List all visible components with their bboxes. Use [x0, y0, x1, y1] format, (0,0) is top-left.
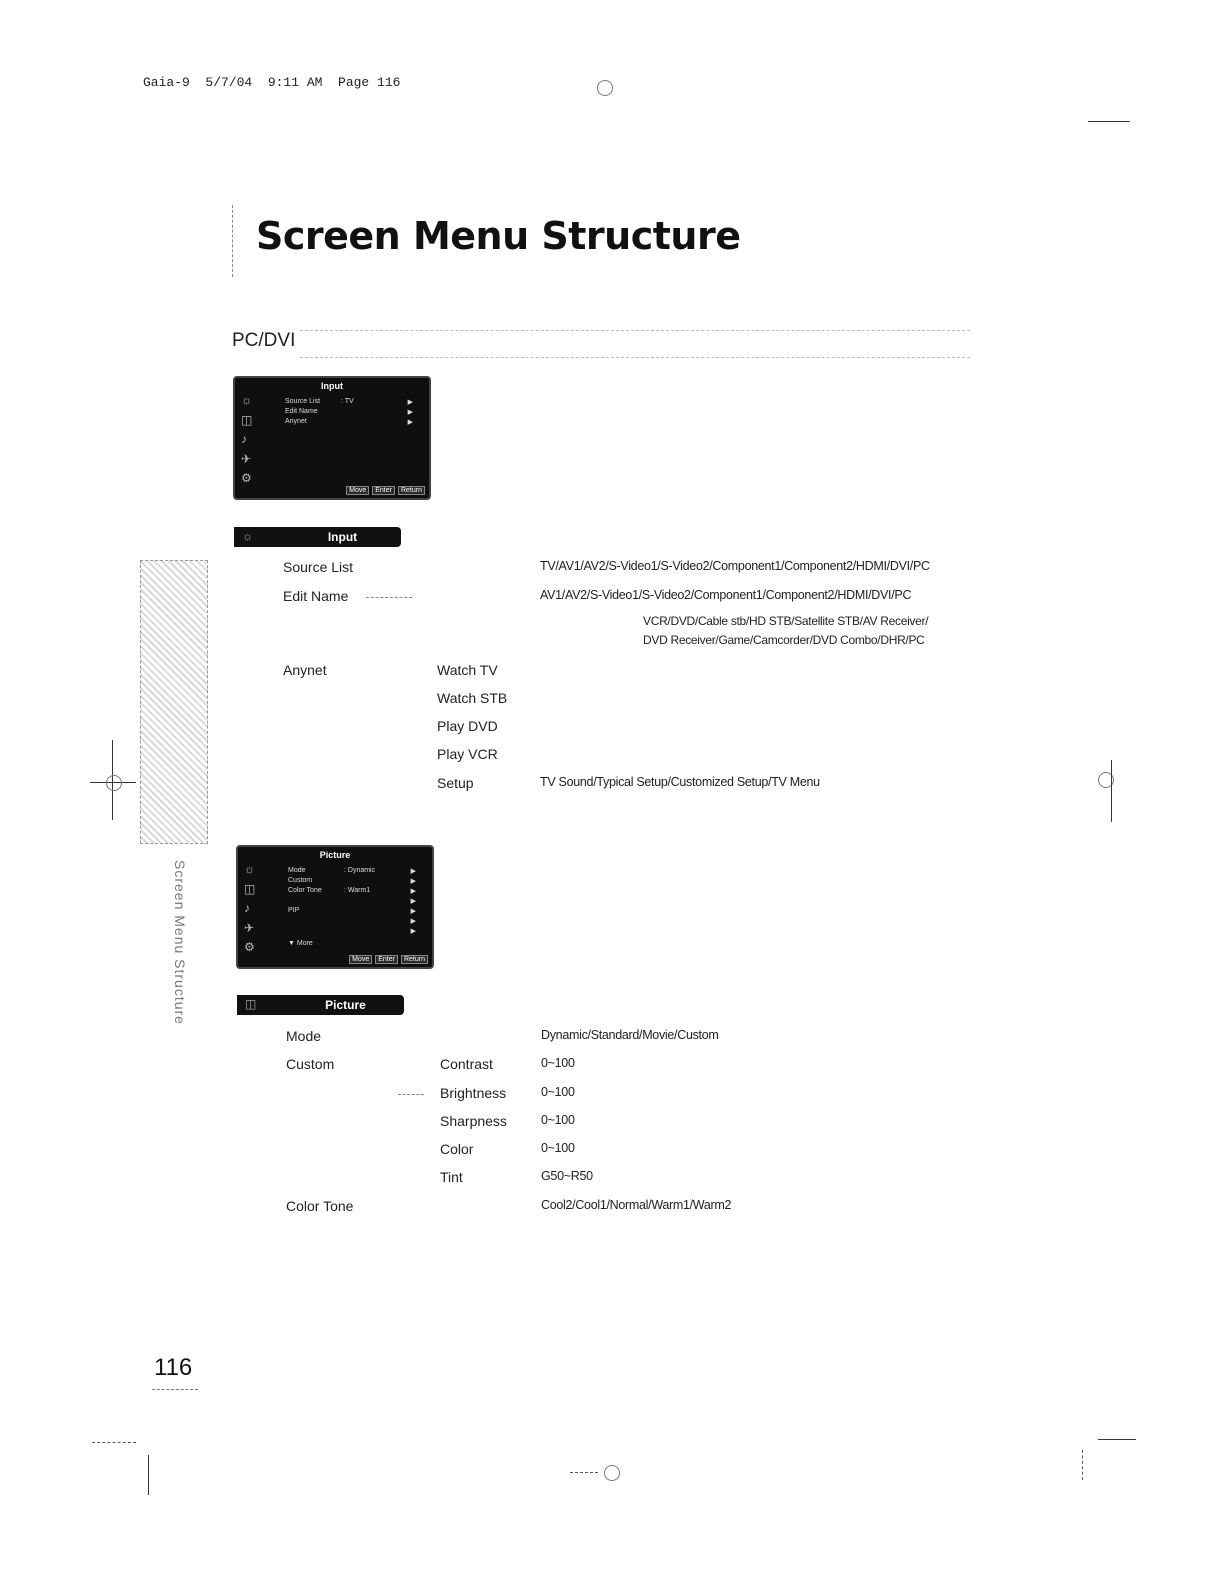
anynet-item-play-dvd: Play DVD: [437, 718, 498, 734]
custom-item-brightness: Brightness: [440, 1085, 507, 1101]
osd-more-label: ▼ More: [288, 940, 313, 947]
arrow-right-icon: ▶: [407, 409, 413, 416]
osd-row-value: [344, 907, 408, 916]
custom-range-contrast: 0~100: [541, 1056, 575, 1070]
anynet-item-play-vcr: Play VCR: [437, 746, 498, 762]
mode-label: Mode: [286, 1028, 322, 1044]
edit-name-devices-line1: VCR/DVD/Cable stb/HD STB/Satellite STB/AV Receiver/: [643, 614, 929, 628]
custom-range-tint: G50~R50: [541, 1169, 593, 1183]
edit-name-options: AV1/AV2/S-Video1/S-Video2/Component1/Component2/HDMI/DVI/PC: [540, 588, 912, 602]
osd-enter-key: Enter: [375, 955, 398, 964]
osd-row-blurred: [288, 927, 416, 936]
osd-more: [288, 940, 416, 949]
crop-mark: [1082, 1450, 1083, 1480]
arrow-right-icon: ▶: [407, 419, 413, 426]
osd-row-name: [288, 897, 344, 906]
osd-row-anynet: [285, 418, 413, 427]
arrow-right-icon: ▶: [410, 918, 416, 925]
osd-footer: [346, 486, 425, 495]
osd-row-name: Color Tone: [288, 887, 322, 894]
print-header: Gaia-9 5/7/04 9:11 AM Page 116: [143, 75, 401, 90]
arrow-right-icon: ▶: [410, 888, 416, 895]
osd-row-value: [344, 927, 408, 936]
page-number: 116: [154, 1354, 193, 1381]
sound-icon: ♪: [241, 432, 247, 446]
picture-icon: ◫: [244, 881, 256, 896]
custom-range-sharpness: 0~100: [541, 1113, 575, 1127]
input-osd-screenshot: [233, 376, 431, 500]
osd-row-color-tone: [288, 887, 416, 896]
crop-mark: [1111, 760, 1112, 822]
osd-footer: [349, 955, 428, 964]
osd-return-key: Return: [401, 955, 428, 964]
osd-row-value: [344, 877, 408, 886]
color-tone-options: Cool2/Cool1/Normal/Warm1/Warm2: [541, 1198, 732, 1212]
setup-icon: ⚙: [241, 471, 252, 485]
arrow-right-icon: ▶: [410, 878, 416, 885]
osd-row-name: Mode: [288, 867, 306, 874]
osd-row-name: [288, 917, 344, 926]
brightness-leader: [398, 1094, 424, 1095]
picture-osd-screenshot: [236, 845, 434, 969]
custom-item-contrast: Contrast: [440, 1056, 493, 1072]
crop-mark: [570, 1472, 598, 1473]
crop-mark: [1098, 1439, 1136, 1440]
osd-row-value: [341, 408, 405, 417]
osd-row-value: : TV: [341, 398, 354, 405]
registration-mark-icon: [106, 775, 122, 791]
osd-row-value: : Dynamic: [344, 867, 376, 874]
picture-menu-bar: [237, 995, 404, 1015]
color-tone-label: Color Tone: [286, 1198, 354, 1214]
osd-return-key: Return: [398, 486, 425, 495]
arrow-right-icon: ▶: [410, 928, 416, 935]
osd-move-key: Move: [346, 486, 369, 495]
section-divider: [300, 330, 970, 358]
input-icon: ☼: [241, 393, 252, 407]
source-list-label: Source List: [283, 559, 354, 575]
page-title: Screen Menu Structure: [256, 214, 741, 258]
osd-icon-column: [241, 394, 263, 484]
arrow-right-icon: ▶: [410, 868, 416, 875]
registration-mark-icon: [604, 1465, 620, 1481]
osd-move-key: Move: [349, 955, 372, 964]
osd-row-blurred: [288, 897, 416, 906]
picture-menu-title: Picture: [325, 998, 366, 1012]
osd-row-name: Edit Name: [285, 408, 318, 415]
osd-row-source-list: [285, 398, 413, 407]
osd-row-name: Anynet: [285, 418, 307, 425]
osd-row-value: [344, 917, 408, 926]
osd-row-value: : Warm1: [344, 887, 371, 894]
osd-row-value: [344, 897, 408, 906]
input-menu-bar: [234, 527, 401, 547]
arrow-right-icon: ▶: [407, 399, 413, 406]
mode-options: Dynamic/Standard/Movie/Custom: [541, 1028, 719, 1042]
sound-icon: ♪: [244, 901, 250, 915]
osd-row-blurred: [288, 917, 416, 926]
custom-label: Custom: [286, 1056, 335, 1072]
osd-row-name: [288, 927, 344, 936]
osd-row-name: PIP: [288, 907, 300, 914]
arrow-right-icon: ▶: [410, 908, 416, 915]
osd-row-edit-name: [285, 408, 413, 417]
setup-options: TV Sound/Typical Setup/Customized Setup/TV Menu: [540, 775, 820, 789]
anynet-label: Anynet: [283, 662, 327, 678]
crop-mark: [1088, 121, 1130, 122]
osd-row-pip: [288, 907, 416, 916]
picture-icon: ◫: [245, 997, 257, 1011]
anynet-item-watch-stb: Watch STB: [437, 690, 508, 706]
crop-mark: [92, 1442, 136, 1443]
osd-row-custom: [288, 877, 416, 886]
custom-range-color: 0~100: [541, 1141, 575, 1155]
setup-icon: ⚙: [244, 940, 255, 954]
side-tab-texture: [140, 560, 208, 844]
anynet-item-setup: Setup: [437, 775, 474, 791]
channel-icon: ✈: [241, 451, 252, 466]
page-number-rule: [152, 1389, 198, 1390]
osd-row-value: [341, 418, 405, 427]
osd-row-name: Source List: [285, 398, 321, 405]
edit-name-leader: [366, 597, 412, 598]
input-menu-title: Input: [327, 530, 358, 544]
input-icon: ☼: [244, 862, 255, 876]
picture-icon: ◫: [241, 412, 253, 427]
title-accent-bar: [232, 205, 236, 277]
registration-mark-icon: [597, 80, 613, 96]
custom-item-tint: Tint: [440, 1169, 463, 1185]
edit-name-label: Edit Name: [283, 588, 349, 604]
custom-item-sharpness: Sharpness: [440, 1113, 507, 1129]
osd-row-name: Custom: [288, 877, 313, 884]
anynet-item-watch-tv: Watch TV: [437, 662, 498, 678]
channel-icon: ✈: [244, 920, 255, 935]
osd-title: Picture: [319, 850, 351, 860]
osd-enter-key: Enter: [372, 486, 395, 495]
custom-item-color: Color: [440, 1141, 474, 1157]
osd-icon-column: [244, 863, 266, 953]
arrow-right-icon: ▶: [410, 898, 416, 905]
source-list-options: TV/AV1/AV2/S-Video1/S-Video2/Component1/Component2/HDMI/DVI/PC: [540, 559, 930, 573]
osd-row-mode: [288, 867, 416, 876]
custom-range-brightness: 0~100: [541, 1085, 575, 1099]
osd-title: Input: [321, 381, 343, 391]
edit-name-devices-line2: DVD Receiver/Game/Camcorder/DVD Combo/DHR/PC: [643, 633, 925, 647]
section-label: PC/DVI: [232, 330, 296, 351]
crop-mark: [148, 1455, 149, 1495]
side-tab-label: Screen Menu Structure: [172, 860, 188, 1025]
input-icon: ☼: [242, 529, 253, 543]
